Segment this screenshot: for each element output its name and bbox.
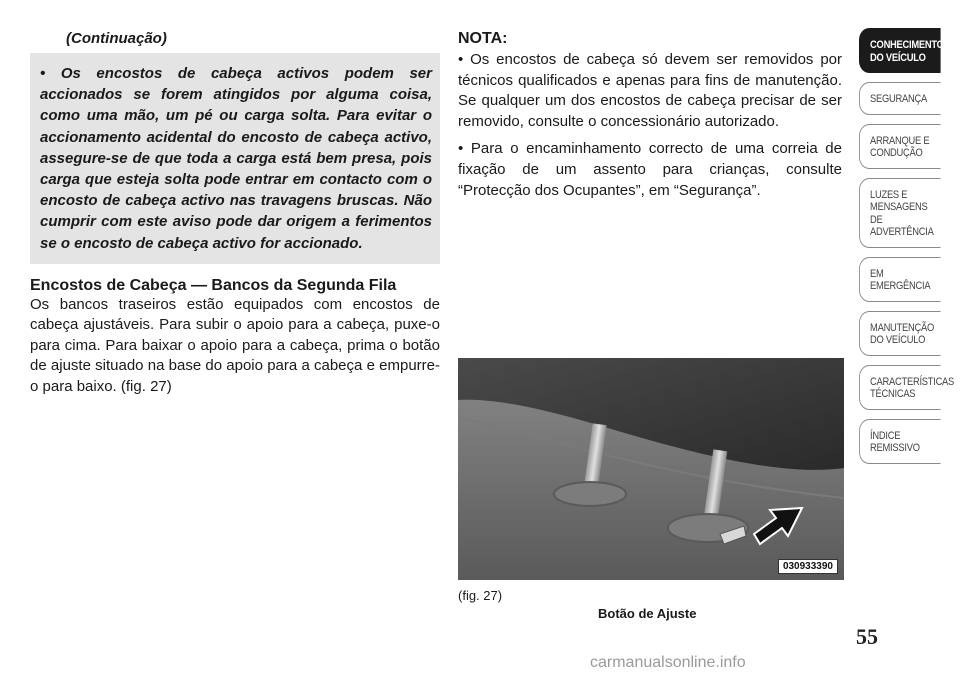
section-heading: Encostos de Cabeça — Bancos da Segunda Fila	[30, 276, 397, 294]
warning-text: • Os encostos de cabeça activos podem ser accionados se forem atingidos por alguma coisa, como uma mão, um pé ou carga solta. Para evitar o accionamento acidental do encosto de cabeça activo, assegure-se de que toda a carga está bem presa, pois carga que esteja solta pode entrar em contacto com o encosto de cabeça activo nas travagens bruscas. Não cumprir com este aviso pode dar origem a ferimentos se o encosto de cabeça activo for accionado.	[40, 65, 432, 252]
note-item-2: • Para o encaminhamento correcto de uma correia de fixação de um assento para crianças, consulte “Protecção dos Ocupantes”, em “Segurança”.	[458, 140, 842, 199]
photo-code: 030933390	[778, 559, 838, 574]
tab-arranque-e-conducao[interactable]: ARRANQUE E CONDUÇÃO	[859, 124, 941, 169]
figure-reference: (fig. 27)	[458, 588, 503, 603]
headrest-illustration	[458, 358, 844, 580]
headrest-photo	[458, 358, 844, 580]
note-heading: NOTA:	[458, 30, 508, 47]
tab-luzes-e-mensagens[interactable]: LUZES E MENSAGENS DE ADVERTÊNCIA	[859, 178, 941, 248]
continuation-label: (Continuação)	[66, 30, 167, 47]
tab-conhecimento-do-veiculo[interactable]: CONHECIMENTO DO VEÍCULO	[859, 28, 941, 73]
chapter-tabs	[857, 28, 960, 473]
section-body: Os bancos traseiros estão equipados com encostos de cabeça ajustáveis. Para subir o apoio para a cabeça, puxe-o para cima. Para baixar o apoio para a cabeça, prima o botão de ajuste situado na base do apoio para a cabeça e empurre-o para baixo. (fig. 27)	[30, 295, 440, 395]
tab-seguranca[interactable]: SEGURANÇA	[859, 82, 941, 115]
watermark: carmanualsonline.info	[590, 654, 746, 671]
tab-caracteristicas-tecnicas[interactable]: CARACTERÍSTICAS TÉCNICAS	[859, 365, 941, 410]
tab-indice-remissivo[interactable]: ÍNDICE REMISSIVO	[859, 419, 941, 464]
tab-em-emergencia[interactable]: EM EMERGÊNCIA	[859, 257, 941, 302]
figure-caption: Botão de Ajuste	[598, 606, 697, 621]
warning-box	[30, 53, 440, 264]
tab-manutencao-do-veiculo[interactable]: MANUTENÇÃO DO VEÍCULO	[859, 311, 941, 356]
page-number: 55	[856, 624, 878, 649]
left-column	[30, 30, 440, 397]
right-column	[458, 30, 842, 208]
note-item-1: • Os encostos de cabeça só devem ser removidos por técnicos qualificados e apenas para fins de manutenção. Se qualquer um dos encostos de cabeça precisar de ser removido, consulte o concessionário autorizado.	[458, 51, 842, 130]
